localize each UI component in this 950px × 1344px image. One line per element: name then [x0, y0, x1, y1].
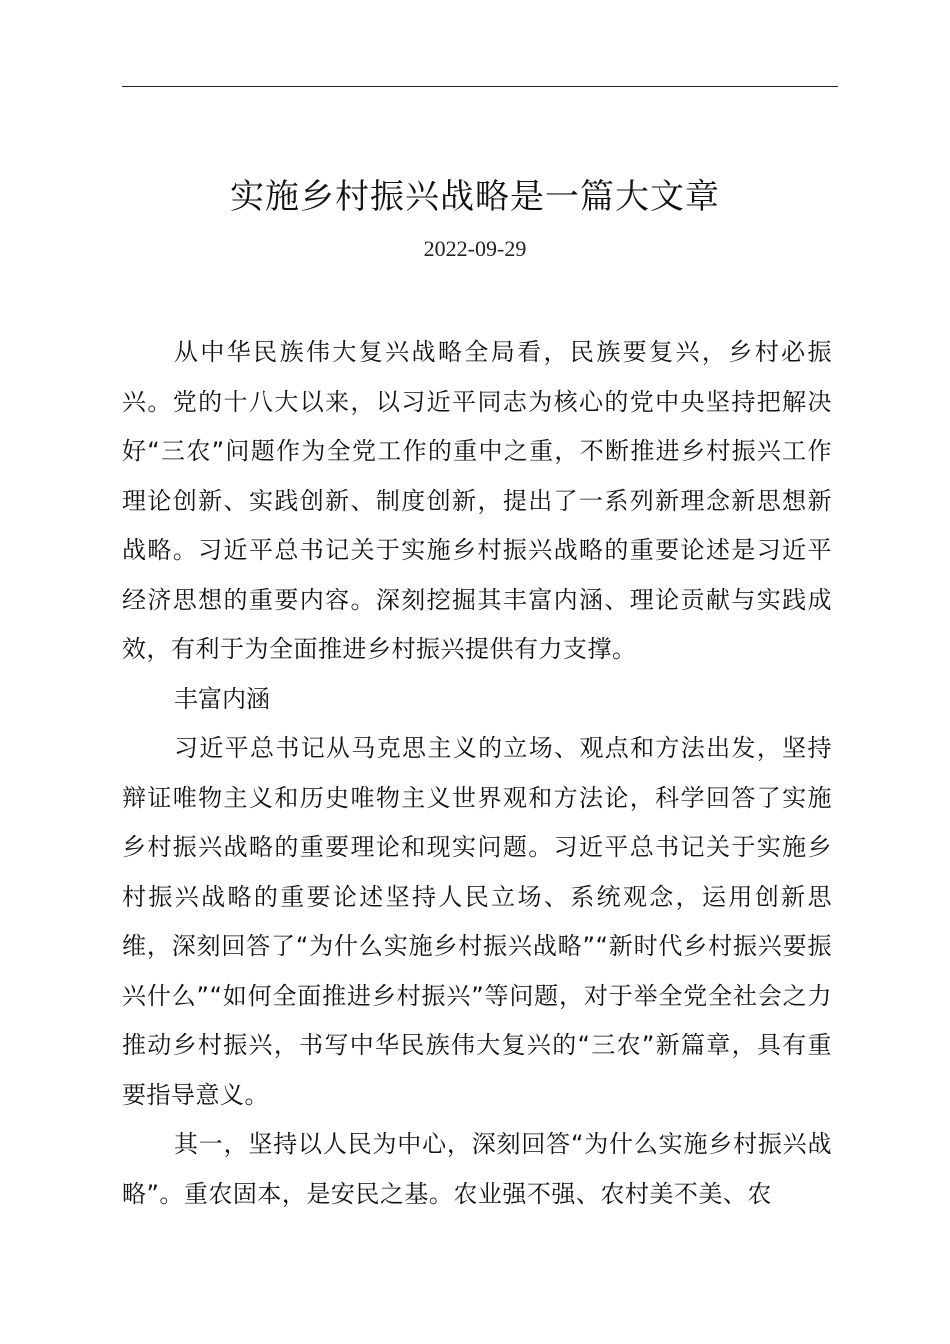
- header-rule: [122, 86, 838, 87]
- section-heading: 丰富内涵: [174, 684, 270, 713]
- paragraph-intro: 从中华民族伟大复兴战略全局看，民族要复兴，乡村必振兴。党的十八大以来，以习近平同志为核心的党中央坚持把解决好“三农”问题作为全党工作的重中之重，不断推进乡村振兴工作理论创新、实践创新、制度创新，提出了一系列新理念新思想新战略。习近平总书记关于实施乡村振兴战略的重要论述是习近平经济思想的重要内容。深刻挖掘其丰富内涵、理论贡献与实践成效，有利于为全面推进乡村振兴提供有力支撑。: [122, 338, 832, 663]
- paragraph-content: 习近平总书记从马克思主义的立场、观点和方法出发，坚持辩证唯物主义和历史唯物主义世界观和方法论，科学回答了实施乡村振兴战略的重要理论和现实问题。习近平总书记关于实施乡村振兴战略的重要论述坚持人民立场、系统观念，运用创新思维，深刻回答了“为什么实施乡村振兴战略”“新时代乡村振兴要振兴什么”“如何全面推进乡村振兴”等问题，对于举全党全社会之力推动乡村振兴，书写中华民族伟大复兴的“三农”新篇章，具有重要指导意义。: [122, 734, 832, 1109]
- paragraph-point-one: 其一，坚持以人民为中心，深刻回答“为什么实施乡村振兴战略”。重农固本，是安民之基。农业强不强、农村美不美、农: [122, 1130, 832, 1208]
- article-title: 实施乡村振兴战略是一篇大文章: [230, 177, 720, 217]
- article-body: [122, 328, 832, 1219]
- article-date: 2022-09-29: [423, 236, 527, 261]
